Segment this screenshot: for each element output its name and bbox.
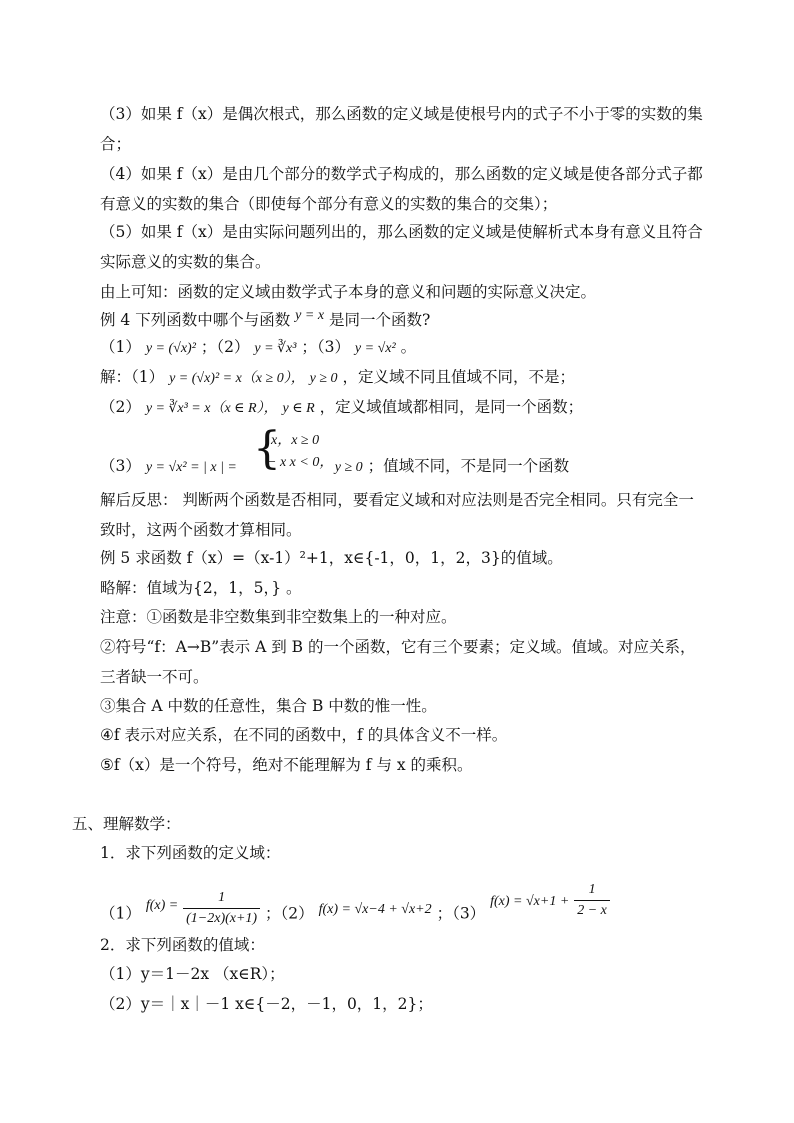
text: （1） [100,338,141,356]
math-expression: f(x) = [145,897,179,913]
math-expression: y = ∛x³ [254,341,297,356]
text: 。 [400,338,417,356]
math-expression: y = (√x)² [145,341,196,356]
text-line: ④f 表示对应关系，在不同的函数中，f 的具体含义不一样。 [100,726,508,744]
text-line: 注意：①函数是非空数集到非空数集上的一种对应。 [100,608,457,626]
text-line: 有意义的实数的集合（即使每个部分有意义的实数的集合的交集）； [100,195,558,213]
numerator: 1 [183,888,260,909]
example-4-question [100,310,430,332]
math-expression: y = √x² = | x | = [145,460,237,475]
brace: { [253,423,281,474]
example-4-options [100,337,416,359]
solution-line-3 [100,456,569,478]
example-5: 例 5 求函数 f（x）=（x-1）²+1，x∈{-1，0，1，2，3}的值域。 [100,549,563,567]
exercise-2-item-2: （2）y＝｜x｜－1 x∈{－2，－1，0，1，2}； [100,995,433,1013]
text: ；（2） [200,338,250,356]
fraction [183,888,260,929]
exercise-2-item-1: （1）y＝1－2x （x∈R）； [100,965,285,983]
exercise-2-heading: 2．求下列函数的值域： [100,936,265,954]
piece-case-1: x，x ≥ 0 [271,433,320,448]
text-line: 合； [100,135,132,153]
math-expression: y ≥ 0 [334,460,363,475]
text-line: 由上可知：函数的定义域由数学式子本身的意义和问题的实际意义决定。 [100,283,597,301]
math-expression: f(x) = √x+1 + [490,893,570,909]
denominator: (1−2x)(x+1) [186,911,258,926]
text-line: ②符号“f：A→B”表示 A 到 B 的一个函数，它有三个要素；定义域。值域。对应关系， [100,638,696,656]
math-expression: y = √x² [354,341,396,356]
text: 例 4 下列函数中哪个与函数 [100,311,291,329]
text: ；（3） [301,338,350,356]
section-heading: 五、理解数学： [72,815,181,833]
solution-line-1 [100,367,575,389]
text-line: 实际意义的实数的集合。 [100,253,271,271]
text: ；（3） [436,904,486,923]
text: （3） [100,457,141,475]
text-line: 致时，这两个函数才算相同。 [100,521,302,539]
exercise-1-items [100,882,610,935]
numerator: 1 [574,880,610,901]
piece-case-2: − x x < 0， [267,455,334,470]
exercise-1-heading: 1．求下列函数的定义域： [100,844,281,862]
text: （1） [100,904,141,923]
text-line: 三者缺一不可。 [100,668,209,686]
solution-line-2 [100,397,583,419]
text-line: （3）如果 f（x）是偶次根式，那么函数的定义域是使根号内的式子不小于零的实数的集 [100,105,703,123]
text-line: 略解：值域为{2，1，5，} 。 [100,579,302,597]
math-expression: y ≥ 0 [309,371,338,386]
text-line: 解后反思： 判断两个函数是否相同，要看定义域和对应法则是否完全相同。只有完全一 [100,491,694,509]
math-expression: y = x [295,308,325,323]
text-line: ③集合 A 中数的任意性，集合 B 中数的惟一性。 [100,697,437,715]
text: ；（2） [265,904,314,923]
text: 解：（1） [100,368,165,386]
math-expression: y = (√x)² = x（x ≥ 0）， [169,371,305,386]
fraction [574,880,610,921]
text: 是同一个函数? [328,311,431,329]
math-expression: y = ∛x³ = x（x ∈ R）， [145,401,278,416]
text-line: （5）如果 f（x）是由实际问题列出的，那么函数的定义域是使解析式本身有意义且符合 [100,223,703,241]
denominator: 2 − x [577,903,607,918]
text-line: ⑤f（x）是一个符号，绝对不能理解为 f 与 x 的乘积。 [100,756,473,774]
text: ，定义域值域都相同，是同一个函数； [319,398,584,416]
math-expression: y ∈ R [282,401,315,416]
text-line: （4）如果 f（x）是由几个部分的数学式子构成的，那么函数的定义域是使各部分式子都 [100,165,703,183]
text: （2） [100,398,141,416]
math-expression: f(x) = √x−4 + √x+2 [318,901,432,917]
text: ，定义域不同且值域不同，不是； [342,368,575,386]
text: ；值域不同，不是同一个函数 [367,457,570,475]
